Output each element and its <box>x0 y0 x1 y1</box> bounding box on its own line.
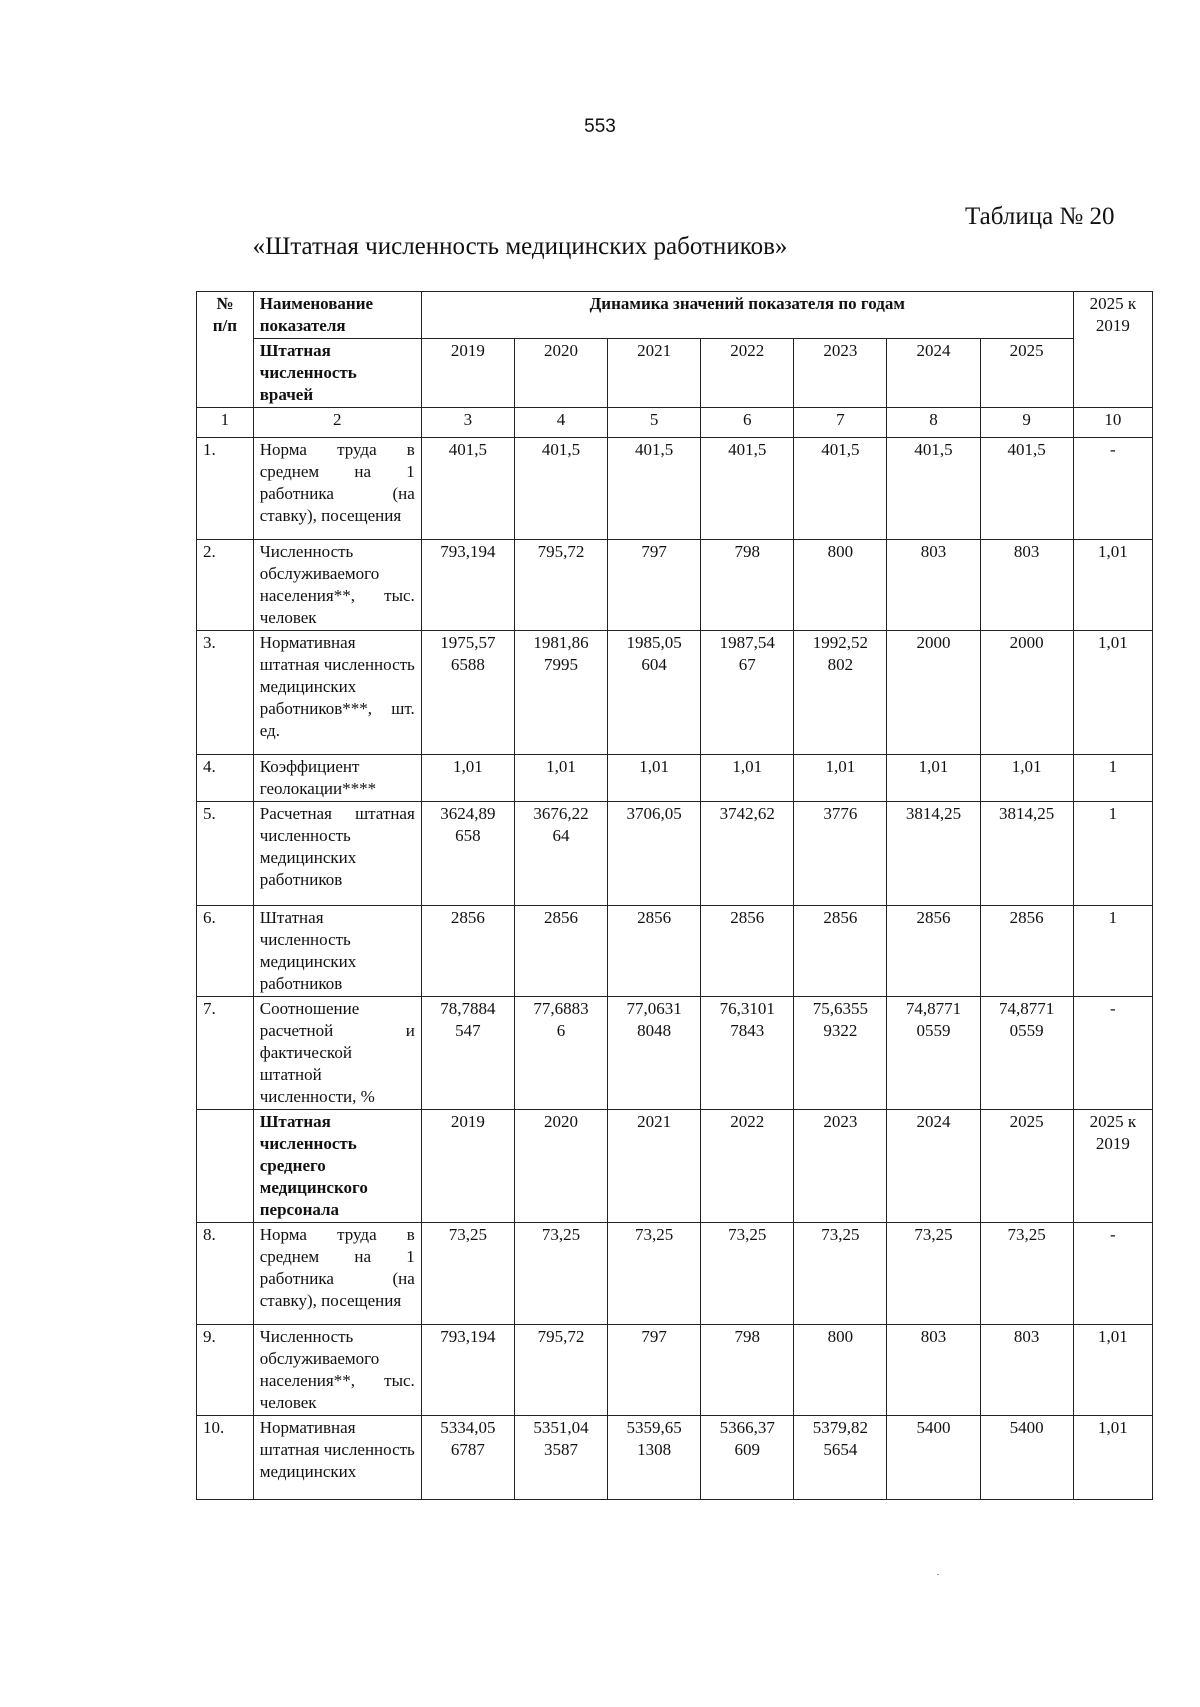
table-row <box>197 631 1153 755</box>
value-cell: 793,194 <box>421 1325 514 1416</box>
column-number: 4 <box>514 408 607 438</box>
value-cell: 3624,89 658 <box>421 802 514 906</box>
value-cell: 1,01 <box>980 755 1073 802</box>
value-cell: 401,5 <box>421 438 514 540</box>
row-number: 9. <box>197 1325 254 1416</box>
value-cell: 1,01 <box>701 755 794 802</box>
value-cell: 1,01 <box>608 755 701 802</box>
value-cell: 74,8771 0559 <box>887 997 980 1110</box>
value-cell: 3706,05 <box>608 802 701 906</box>
table-label: Таблица № 20 <box>965 203 1115 230</box>
value-cell: 73,25 <box>421 1223 514 1325</box>
value-cell: 401,5 <box>514 438 607 540</box>
header-name: Наименование показателя <box>253 292 421 339</box>
value-cell: 1,01 <box>421 755 514 802</box>
column-number: 6 <box>701 408 794 438</box>
ratio-cell: 1 <box>1073 755 1152 802</box>
value-cell: 1992,52 802 <box>794 631 887 755</box>
value-cell: 803 <box>980 540 1073 631</box>
indicator-name: Норма труда в среднем на 1 работника (на ставку), посещения <box>253 438 421 540</box>
value-cell: 5334,05 6787 <box>421 1416 514 1500</box>
value-cell: 803 <box>980 1325 1073 1416</box>
year-header-2023: 2023 <box>794 1110 887 1223</box>
value-cell: 1,01 <box>887 755 980 802</box>
value-cell: 800 <box>794 1325 887 1416</box>
indicator-name: Коэффициент геолокации**** <box>253 755 421 802</box>
column-number: 7 <box>794 408 887 438</box>
value-cell: 77,6883 6 <box>514 997 607 1110</box>
table-row <box>197 438 1153 540</box>
value-cell: 5351,04 3587 <box>514 1416 607 1500</box>
value-cell: 2856 <box>887 906 980 997</box>
row-number: 10. <box>197 1416 254 1500</box>
table-row <box>197 906 1153 997</box>
value-cell: 798 <box>701 1325 794 1416</box>
ratio-cell: 1,01 <box>1073 540 1152 631</box>
row-number: 2. <box>197 540 254 631</box>
value-cell: 1987,54 67 <box>701 631 794 755</box>
value-cell: 1,01 <box>514 755 607 802</box>
table-body <box>197 292 1153 1500</box>
value-cell: 2000 <box>980 631 1073 755</box>
value-cell: 73,25 <box>514 1223 607 1325</box>
value-cell: 5400 <box>887 1416 980 1500</box>
year-header-2025: 2025 <box>980 1110 1073 1223</box>
table-row <box>197 1416 1153 1500</box>
value-cell: 2856 <box>514 906 607 997</box>
empty-cell <box>197 1110 254 1223</box>
value-cell: 3814,25 <box>887 802 980 906</box>
value-cell: 77,0631 8048 <box>608 997 701 1110</box>
column-number-row <box>197 408 1153 438</box>
ratio-cell: 1 <box>1073 906 1152 997</box>
table-row <box>197 802 1153 906</box>
ratio-cell: 1,01 <box>1073 631 1152 755</box>
year-row <box>197 339 1153 408</box>
indicator-name: Соотношение расчетной и фактической штатной численности, % <box>253 997 421 1110</box>
value-cell: 800 <box>794 540 887 631</box>
row-number: 3. <box>197 631 254 755</box>
year-header-2019: 2019 <box>421 339 514 408</box>
section-header-row <box>197 1110 1153 1223</box>
year-header-2022: 2022 <box>701 339 794 408</box>
row-number: 8. <box>197 1223 254 1325</box>
value-cell: 793,194 <box>421 540 514 631</box>
year-header-2025: 2025 <box>980 339 1073 408</box>
year-header-2024: 2024 <box>887 339 980 408</box>
value-cell: 2000 <box>887 631 980 755</box>
indicator-name: Нормативная штатная численность медицинских <box>253 1416 421 1500</box>
value-cell: 5359,65 1308 <box>608 1416 701 1500</box>
year-header-2024: 2024 <box>887 1110 980 1223</box>
table-row <box>197 540 1153 631</box>
table-row <box>197 997 1153 1110</box>
value-cell: 401,5 <box>887 438 980 540</box>
column-number: 1 <box>197 408 254 438</box>
value-cell: 1,01 <box>794 755 887 802</box>
year-header-2020: 2020 <box>514 1110 607 1223</box>
value-cell: 73,25 <box>701 1223 794 1325</box>
indicator-name: Численность обслуживаемого населения**, тыс. человек <box>253 540 421 631</box>
value-cell: 401,5 <box>794 438 887 540</box>
row-number: 5. <box>197 802 254 906</box>
value-cell: 795,72 <box>514 1325 607 1416</box>
value-cell: 3676,22 64 <box>514 802 607 906</box>
column-number: 5 <box>608 408 701 438</box>
year-header-2021: 2021 <box>608 339 701 408</box>
table-row <box>197 1223 1153 1325</box>
value-cell: 803 <box>887 1325 980 1416</box>
value-cell: 2856 <box>608 906 701 997</box>
header-ratio: 2025 к 2019 <box>1073 292 1152 408</box>
row-number: 4. <box>197 755 254 802</box>
value-cell: 75,6355 9322 <box>794 997 887 1110</box>
value-cell: 5366,37 609 <box>701 1416 794 1500</box>
header-num: № п/п <box>197 292 254 408</box>
value-cell: 73,25 <box>980 1223 1073 1325</box>
staffing-table <box>196 291 1153 1500</box>
column-number: 10 <box>1073 408 1152 438</box>
table-title: «Штатная численность медицинских работников» <box>252 233 788 260</box>
value-cell: 797 <box>608 540 701 631</box>
value-cell: 74,8771 0559 <box>980 997 1073 1110</box>
value-cell: 401,5 <box>608 438 701 540</box>
indicator-name: Штатная численность медицинских работников <box>253 906 421 997</box>
year-header-2020: 2020 <box>514 339 607 408</box>
value-cell: 3742,62 <box>701 802 794 906</box>
row-number: 7. <box>197 997 254 1110</box>
section-nurses: Штатная численность среднего медицинского персонала <box>253 1110 421 1223</box>
section-doctors: Штатная численность врачей <box>253 339 421 408</box>
row-number: 1. <box>197 438 254 540</box>
scan-speck <box>937 1574 939 1575</box>
ratio-cell: 1,01 <box>1073 1325 1152 1416</box>
value-cell: 76,3101 7843 <box>701 997 794 1110</box>
value-cell: 5379,82 5654 <box>794 1416 887 1500</box>
value-cell: 73,25 <box>887 1223 980 1325</box>
value-cell: 3814,25 <box>980 802 1073 906</box>
ratio-cell: - <box>1073 438 1152 540</box>
value-cell: 798 <box>701 540 794 631</box>
value-cell: 795,72 <box>514 540 607 631</box>
value-cell: 2856 <box>980 906 1073 997</box>
year-header-2022: 2022 <box>701 1110 794 1223</box>
value-cell: 2856 <box>701 906 794 997</box>
header-dynamics: Динамика значений показателя по годам <box>421 292 1073 339</box>
value-cell: 401,5 <box>701 438 794 540</box>
header-row <box>197 292 1153 339</box>
indicator-name: Норма труда в среднем на 1 работника (на ставку), посещения <box>253 1223 421 1325</box>
column-number: 2 <box>253 408 421 438</box>
page-number: 553 <box>584 116 616 137</box>
ratio-header: 2025 к 2019 <box>1073 1110 1152 1223</box>
column-number: 3 <box>421 408 514 438</box>
value-cell: 803 <box>887 540 980 631</box>
indicator-name: Расчетная штатная численность медицинских работников <box>253 802 421 906</box>
value-cell: 2856 <box>421 906 514 997</box>
value-cell: 1985,05 604 <box>608 631 701 755</box>
value-cell: 797 <box>608 1325 701 1416</box>
indicator-name: Численность обслуживаемого населения**, тыс. человек <box>253 1325 421 1416</box>
value-cell: 401,5 <box>980 438 1073 540</box>
ratio-cell: 1 <box>1073 802 1152 906</box>
year-header-2021: 2021 <box>608 1110 701 1223</box>
value-cell: 73,25 <box>608 1223 701 1325</box>
ratio-cell: - <box>1073 997 1152 1110</box>
value-cell: 5400 <box>980 1416 1073 1500</box>
column-number: 8 <box>887 408 980 438</box>
row-number: 6. <box>197 906 254 997</box>
ratio-cell: - <box>1073 1223 1152 1325</box>
ratio-cell: 1,01 <box>1073 1416 1152 1500</box>
column-number: 9 <box>980 408 1073 438</box>
value-cell: 3776 <box>794 802 887 906</box>
year-header-2023: 2023 <box>794 339 887 408</box>
value-cell: 1975,57 6588 <box>421 631 514 755</box>
value-cell: 73,25 <box>794 1223 887 1325</box>
year-header-2019: 2019 <box>421 1110 514 1223</box>
value-cell: 78,7884 547 <box>421 997 514 1110</box>
table-row <box>197 1325 1153 1416</box>
value-cell: 2856 <box>794 906 887 997</box>
indicator-name: Нормативная штатная численность медицинских работников***, шт. ед. <box>253 631 421 755</box>
value-cell: 1981,86 7995 <box>514 631 607 755</box>
table-row <box>197 755 1153 802</box>
